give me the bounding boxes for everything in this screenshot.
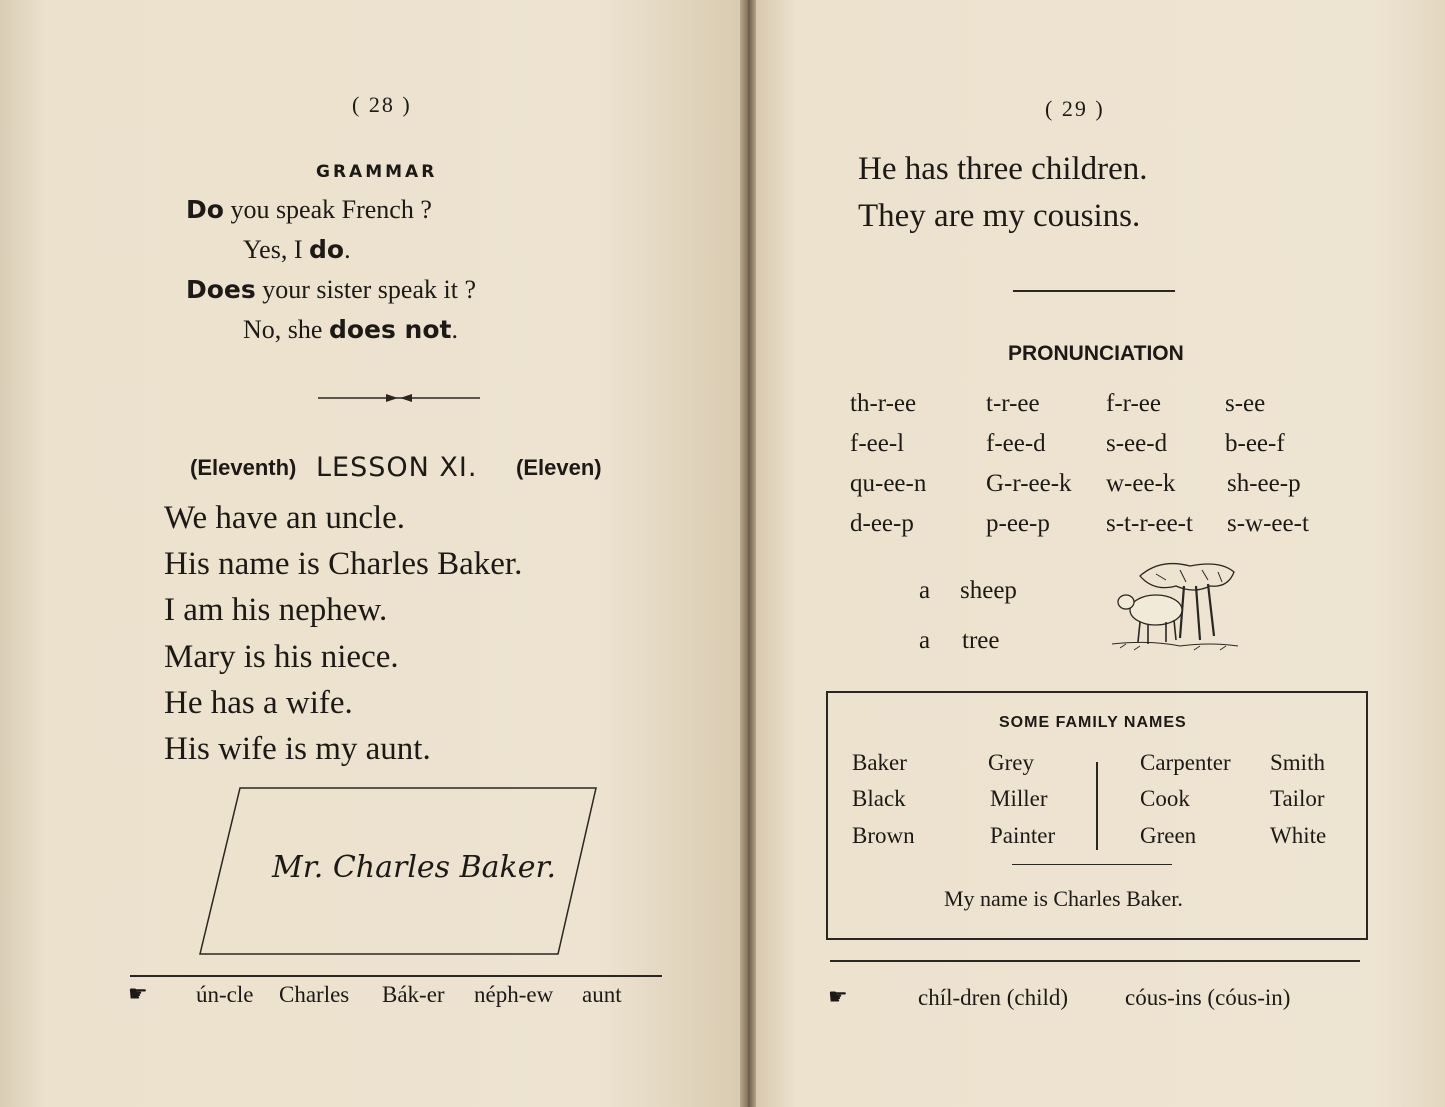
pron-cell: d-ee-p — [850, 510, 914, 537]
reading-line: They are my cousins. — [858, 198, 1141, 234]
vocab-word: chíl-dren (child) — [918, 985, 1069, 1010]
family-name: Grey — [988, 750, 1034, 775]
vocab-word: ún-cle — [196, 982, 254, 1007]
box-rule — [1012, 864, 1172, 865]
section-rule — [1013, 290, 1175, 292]
book-gutter — [740, 0, 756, 1107]
family-name: Miller — [990, 786, 1048, 811]
ornament-divider — [318, 390, 480, 406]
family-name: Black — [852, 786, 906, 811]
pron-cell: t-r-ee — [986, 390, 1040, 417]
family-name: Green — [1140, 823, 1197, 848]
family-name: Cook — [1140, 786, 1190, 811]
page-number-right: ( 29 ) — [1045, 96, 1105, 121]
sheep-under-tree-icon — [1110, 558, 1240, 654]
reading-line: He has a wife. — [164, 685, 353, 721]
column-divider — [1096, 762, 1098, 850]
pron-cell: s-w-ee-t — [1227, 510, 1309, 537]
pron-cell: qu-ee-n — [850, 470, 927, 497]
card-name: Mr. Charles Baker. — [272, 850, 557, 885]
illustration-word: sheep — [960, 577, 1017, 604]
illustration-article: a — [919, 577, 931, 604]
grammar-line: No, she does not. — [243, 315, 458, 344]
pron-cell: f-ee-d — [986, 430, 1046, 457]
grammar-line: Yes, I do. — [243, 235, 351, 264]
pron-cell: w-ee-k — [1106, 470, 1176, 497]
pron-cell: G-r-ee-k — [986, 470, 1072, 497]
vocab-word: aunt — [582, 982, 622, 1007]
lesson-cardinal: (Eleven) — [516, 455, 602, 480]
pron-cell: p-ee-p — [986, 510, 1050, 537]
lesson-title: LESSON XI. — [316, 452, 478, 483]
family-name: White — [1270, 823, 1327, 848]
vocab-word: Bák-er — [382, 982, 445, 1007]
family-name: Painter — [990, 823, 1056, 848]
footer-rule — [130, 975, 662, 977]
pron-cell: b-ee-f — [1225, 430, 1285, 457]
pron-cell: f-r-ee — [1106, 390, 1161, 417]
vocab-word: cóus-ins (cóus-in) — [1125, 985, 1291, 1010]
lesson-ordinal: (Eleventh) — [190, 455, 297, 480]
family-name: Smith — [1270, 750, 1325, 775]
vocab-word: néph-ew — [474, 982, 554, 1007]
pron-cell: s-ee-d — [1106, 430, 1168, 457]
family-names-title: SOME FAMILY NAMES — [999, 714, 1187, 731]
pron-cell: s-ee — [1225, 390, 1266, 417]
illustration-word: tree — [962, 627, 1000, 654]
reading-line: We have an uncle. — [164, 500, 406, 536]
pron-cell: sh-ee-p — [1227, 470, 1301, 497]
reading-line: He has three children. — [858, 151, 1148, 187]
family-name: Baker — [852, 750, 907, 775]
reading-line: I am his nephew. — [164, 592, 388, 628]
vocab-word: Charles — [279, 982, 350, 1007]
pronunciation-title: PRONUNCIATION — [1008, 342, 1184, 365]
family-name: Brown — [852, 823, 915, 848]
footer-rule — [830, 960, 1360, 962]
reading-line: His wife is my aunt. — [164, 731, 431, 767]
reading-line: His name is Charles Baker. — [164, 546, 523, 582]
family-names-sentence: My name is Charles Baker. — [944, 886, 1183, 911]
family-name: Carpenter — [1140, 750, 1231, 775]
grammar-line: Do you speak French ? — [186, 195, 432, 224]
pron-cell: th-r-ee — [850, 390, 917, 417]
pointing-hand-icon: ☛ — [128, 981, 148, 1006]
page-number-left: ( 28 ) — [352, 92, 412, 117]
grammar-line: Does your sister speak it ? — [186, 275, 476, 304]
reading-line: Mary is his niece. — [164, 639, 399, 675]
family-name: Tailor — [1270, 786, 1325, 811]
pointing-hand-icon: ☛ — [828, 984, 848, 1009]
pron-cell: s-t-r-ee-t — [1106, 510, 1193, 537]
grammar-title: GRAMMAR — [316, 162, 438, 182]
illustration-article: a — [919, 627, 931, 654]
pron-cell: f-ee-l — [850, 430, 905, 457]
